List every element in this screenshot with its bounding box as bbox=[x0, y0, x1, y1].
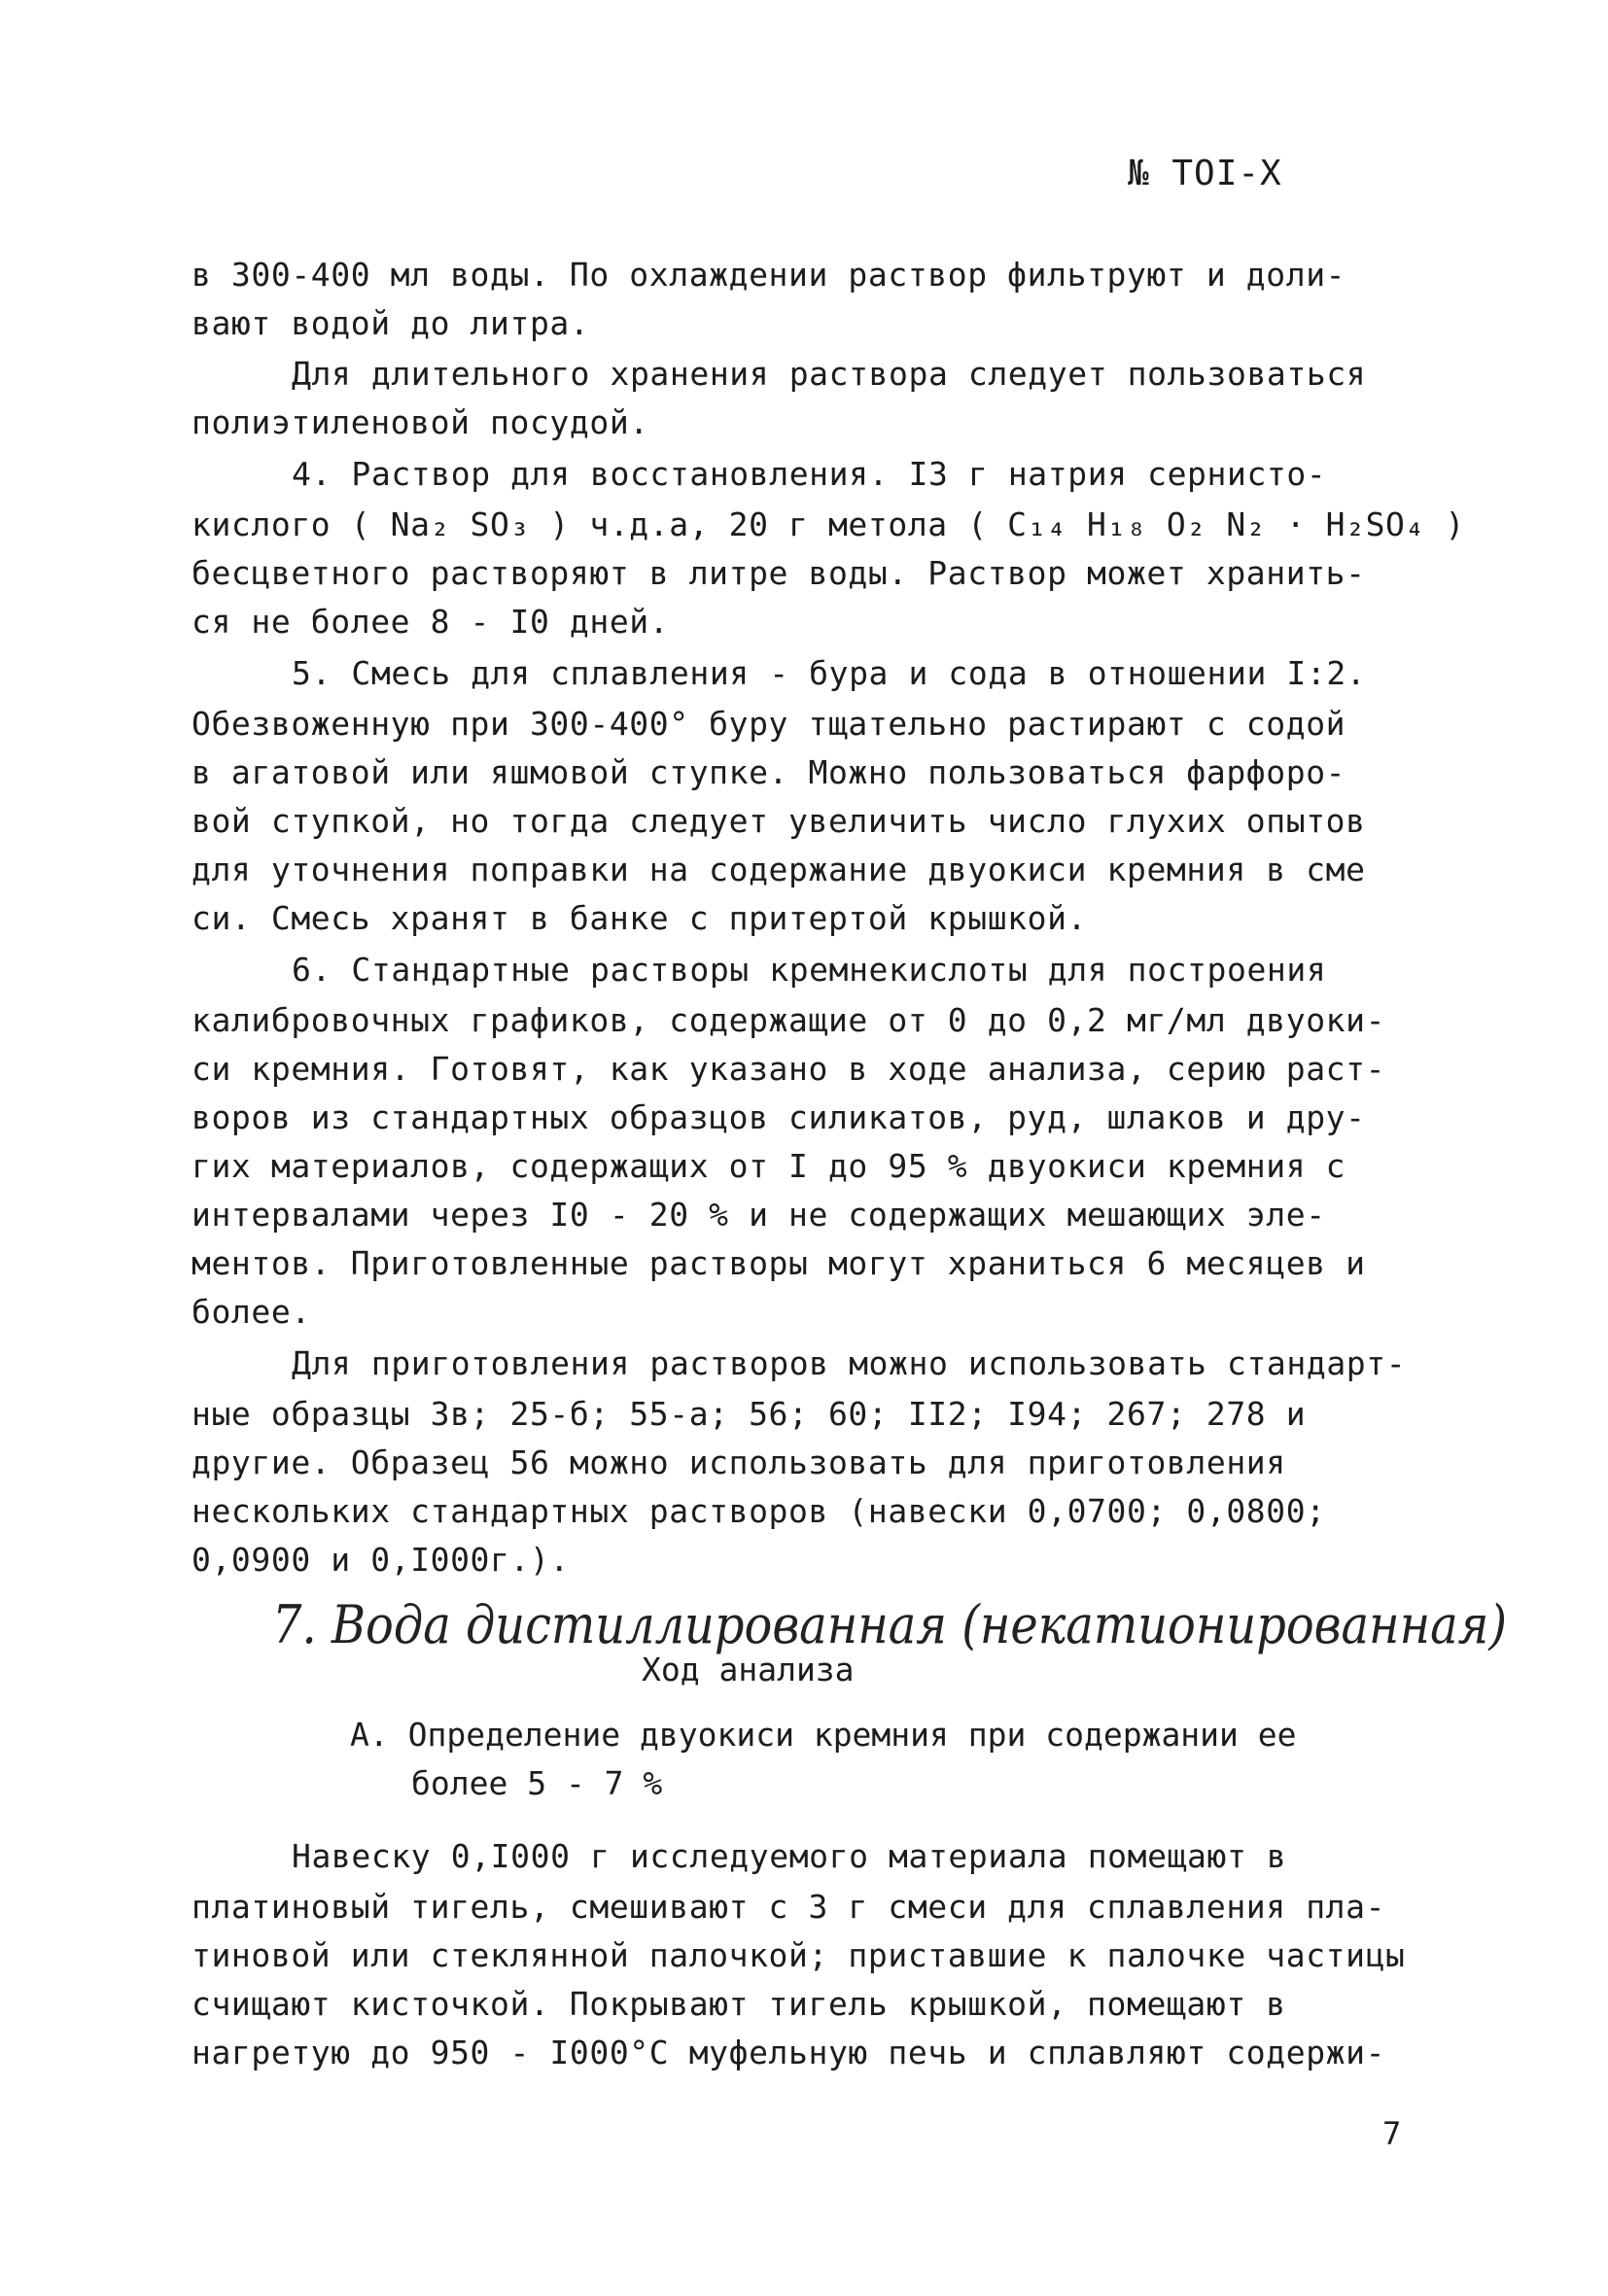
text-line: 4. Раствор для восстановления. I3 г натрия сернисто- bbox=[292, 455, 1327, 493]
text-line: ные образцы 3в; 25-б; 55-а; 56; 60; II2; I94; 267; 278 и bbox=[192, 1395, 1307, 1433]
text-line: 0,0900 и 0,I000г.). bbox=[192, 1541, 570, 1579]
text-line: Навеску 0,I000 г исследуемого материала помещают в bbox=[292, 1837, 1287, 1875]
text-line: ментов. Приготовленные растворы могут храниться 6 месяцев и bbox=[192, 1244, 1366, 1282]
text-line: в агатовой или яшмовой ступке. Можно пользоваться фарфоро- bbox=[192, 753, 1346, 791]
handwritten-note-text: 7. Вода дистиллированная (некатионированная) bbox=[272, 1594, 1507, 1655]
text-line: Для приготовления растворов можно использовать стандарт- bbox=[292, 1344, 1407, 1382]
text-line: в 300-400 мл воды. По охлаждении раствор фильтруют и доли- bbox=[192, 256, 1346, 294]
text-line: счищают кисточкой. Покрывают тигель крышкой, помещают в bbox=[192, 1985, 1286, 2023]
text-line: кислого ( Na₂ SO₃ ) ч.д.а, 20 г метола ( C₁₄ H₁₈ O₂ N₂ · H₂SO₄ ) bbox=[192, 505, 1465, 543]
subsection-heading-line: А. Определение двуокиси кремния при содержании ее bbox=[350, 1716, 1297, 1754]
text-line: 6. Стандартные растворы кремнекислоты для построения bbox=[292, 951, 1327, 989]
text-line: си кремния. Готовят, как указано в ходе анализа, серию раст- bbox=[192, 1050, 1386, 1088]
text-line: интервалами через I0 - 20 % и не содержащих мешающих эле- bbox=[192, 1196, 1326, 1234]
text-line: Для длительного хранения раствора следует пользоваться bbox=[292, 355, 1367, 393]
text-line: бесцветного растворяют в литре воды. Раствор может хранить- bbox=[192, 554, 1366, 592]
section-heading: Ход анализа bbox=[642, 1651, 855, 1688]
text-line: воров из стандартных образцов силикатов, руд, шлаков и дру- bbox=[192, 1098, 1366, 1136]
text-line: платиновый тигель, смешивают с 3 г смеси для сплавления пла- bbox=[192, 1888, 1386, 1926]
text-line: Обезвоженную при 300-400° буру тщательно растирают с содой bbox=[192, 705, 1346, 743]
handwritten-note bbox=[272, 1575, 1526, 1682]
text-line: полиэтиленовой посудой. bbox=[192, 403, 649, 441]
page-number: 7 bbox=[1382, 2115, 1402, 2152]
text-line: нагретую до 950 - I000°С муфельную печь и сплавляют содержи- bbox=[192, 2034, 1386, 2071]
text-line: си. Смесь хранят в банке с притертой крышкой. bbox=[192, 899, 1088, 937]
text-line: ся не более 8 - I0 дней. bbox=[192, 603, 670, 641]
text-line: другие. Образец 56 можно использовать для приготовления bbox=[192, 1444, 1286, 1481]
text-line: более. bbox=[192, 1293, 311, 1331]
text-line: для уточнения поправки на содержание двуокиси кремния в сме bbox=[192, 851, 1366, 888]
document-number: № TOI-X bbox=[1128, 154, 1282, 193]
subsection-heading-line: более 5 - 7 % bbox=[411, 1764, 663, 1802]
text-line: тиновой или стеклянной палочкой; приставшие к палочке частицы bbox=[192, 1936, 1406, 1974]
text-line: нескольких стандартных растворов (навески 0,0700; 0,0800; bbox=[192, 1492, 1326, 1530]
text-line: вают водой до литра. bbox=[192, 304, 590, 342]
text-line: вой ступкой, но тогда следует увеличить число глухих опытов bbox=[192, 802, 1366, 840]
text-line: гих материалов, содержащих от I до 95 % двуокиси кремния с bbox=[192, 1147, 1346, 1185]
text-line: калибровочных графиков, содержащие от 0 до 0,2 мг/мл двуоки- bbox=[192, 1001, 1386, 1039]
text-line: 5. Смесь для сплавления - бура и сода в отношении I:2. bbox=[292, 654, 1367, 692]
